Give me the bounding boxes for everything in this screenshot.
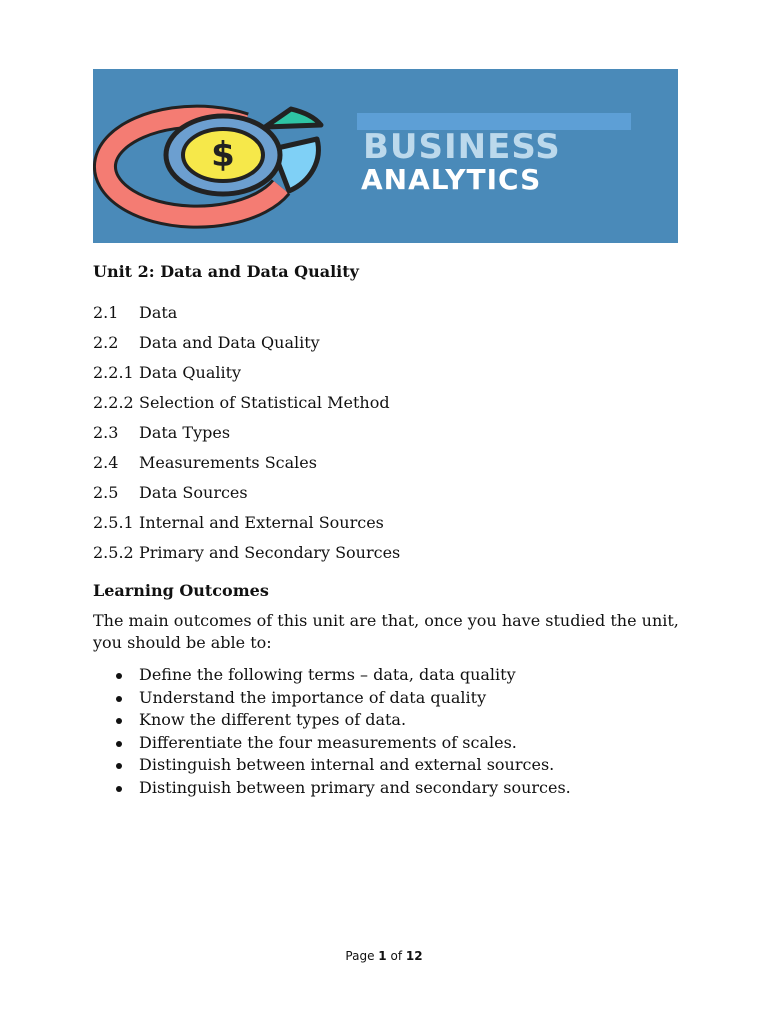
toc-item [93,538,400,568]
bullet-icon [116,741,122,747]
toc-number: 2.5.1 [93,513,134,532]
banner-title-line1: BUSINESS [363,127,561,167]
outcomes-intro: The main outcomes of this unit are that, once you have studied the unit, you should be able to: [93,611,679,652]
of-word: of [390,949,403,963]
unit-title: Unit 2: Data and Data Quality [93,262,359,281]
toc-label: Internal and External Sources [139,513,384,532]
toc-item [93,328,400,358]
list-item [116,687,571,710]
outcomes-list [116,664,571,799]
page-word: Page [345,949,375,963]
toc-number: 2.2.2 [93,393,134,412]
toc-label: Data Quality [139,363,242,382]
bullet-icon [116,673,122,679]
course-banner [93,69,678,243]
toc-number: 2.4 [93,453,119,472]
toc-item [93,298,400,328]
toc-number: 2.2 [93,333,119,352]
toc-item [93,358,400,388]
banner-title-line2: ANALYTICS [361,163,542,196]
bullet-icon [116,763,122,769]
toc-label: Primary and Secondary Sources [139,543,401,562]
toc-label: Selection of Statistical Method [139,393,390,412]
toc-number: 2.1 [93,303,119,322]
toc-label: Data Sources [139,483,248,502]
learning-outcomes-heading: Learning Outcomes [93,581,269,600]
dollar-symbol: $ [211,135,235,175]
list-item [116,664,571,687]
list-item-text: Know the different types of data. [139,710,407,729]
list-item-text: Define the following terms – data, data quality [139,665,516,684]
toc-number: 2.2.1 [93,363,134,382]
toc-item [93,448,400,478]
bullet-icon [116,696,122,702]
toc-label: Data and Data Quality [139,333,320,352]
toc-number: 2.3 [93,423,119,442]
toc-item [93,388,400,418]
toc-item [93,508,400,538]
table-of-contents [93,298,400,568]
list-item-text: Understand the importance of data quality [139,687,487,707]
toc-item [93,478,400,508]
toc-number: 2.5.2 [93,543,134,562]
list-item [116,709,571,732]
total-pages-number: 12 [405,949,423,963]
toc-label: Measurements Scales [139,453,317,472]
toc-label: Data [139,303,178,322]
list-item [116,777,571,800]
toc-number: 2.5 [93,483,119,502]
list-item-text: Differentiate the four measurements of scales. [139,732,517,752]
toc-label: Data Types [139,423,231,442]
bullet-icon [116,718,122,724]
current-page-number: 1 [378,949,387,963]
toc-item [93,418,400,448]
list-item [116,732,571,755]
list-item-text: Distinguish between internal and external sources. [139,755,555,774]
bullet-icon [116,786,122,792]
list-item-text: Distinguish between primary and secondary sources. [139,777,571,797]
list-item [116,754,571,777]
page-footer [0,944,768,968]
